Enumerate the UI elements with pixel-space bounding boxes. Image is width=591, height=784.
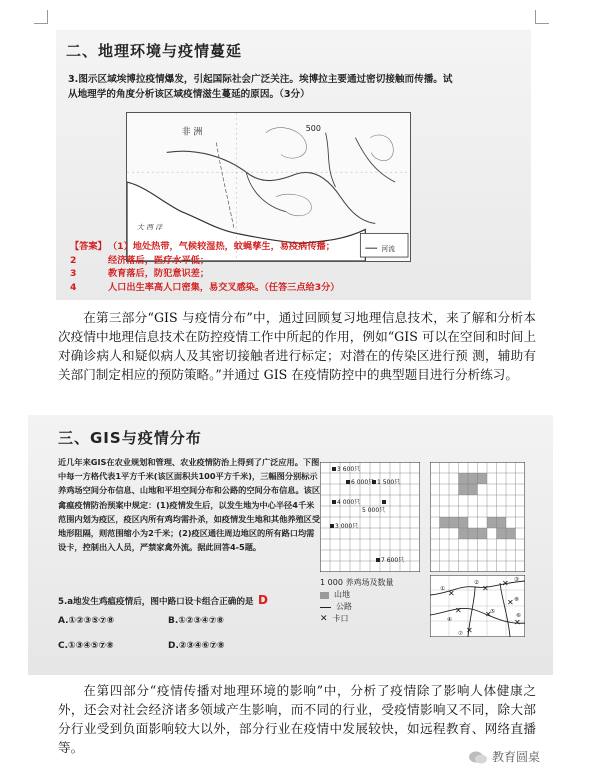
svg-text:✕: ✕ [482,584,489,593]
road-network-grid [430,575,525,637]
watermark-text: 教育圆桌 [492,750,541,764]
slide-geo-environment [56,30,531,300]
legend-road-label: 公路 [336,602,352,611]
mountain-swatch [320,592,329,599]
checkpoint-label: ⑧ [514,597,519,603]
svg-text:✕: ✕ [485,610,492,619]
question-text: 5.a地发生鸡瘟疫情后，图中路口设卡组合正确的是 [58,597,254,607]
option-d: D.②③④⑥⑦⑧ [168,641,225,651]
option-a: A.①②③⑤⑦⑧ [58,616,115,626]
map-label-continent: 非 洲 [181,127,203,138]
map-legend [320,577,393,625]
farm-distribution-grid [320,462,420,572]
terrain-grid [430,462,525,572]
body-paragraph-gis: 在第三部分“GIS 与疫情分布”中，通过回顾复习地理信息技术，来了解和分析本次疫情中地理信息技术在防控疫情工作中所起的作用，例如“GIS 可以在空间和时间上对确诊病人和疑似病人及其密切接触者进行标定；对潜在的传染区进行预 测，辅助有关部门制定相应的预防策略。”并通过 GIS 在疫情防控中的典型题目进行分析练习。 [58,310,536,382]
page-corner-mark-right [535,10,549,24]
farm-label: 5 000只 [362,507,386,514]
map-label-ocean: 大 西 洋 [136,223,163,232]
farm-label: 7 600只 [381,557,405,564]
watermark [468,748,540,765]
answer-row: 3 教育落后，防犯意识差； [70,268,210,279]
farm-label: 4 000只 [337,499,361,506]
slide-intro-text: 近几年来GIS在农业规划和管理、农业疫情防治上得到了广泛应用。下图中每一方格代表1平方千米(该区面积共100平方千米)，三幅图分别标示养鸡场空间分布信息、山地和平坦空间分布和公路的空间分布信息。该区禽瘟疫情防治预案中规定：(1)疫情发生后，以发生地为中心半径4千米范围内划为疫区，疫区内所有鸡均需扑杀，如疫情发生地和其他养殖区受地形阻隔，则范围缩小为2千米；(2)疫区通往周边地区的所有路口均需设卡，控制出入人员，严禁家禽外流。据此回答4-5题。 [58,457,321,553]
checkpoint-label: ⑦ [458,631,463,637]
farm-label: 3 600只 [337,466,361,473]
checkpoint-label: ⑥ [516,613,521,619]
checkpoint-label: ② [474,580,479,586]
checkpoint-icon: ✕ [320,614,328,624]
answer-mark: D [258,593,268,607]
checkpoint-label: ① [440,586,445,592]
svg-text:✕: ✕ [507,598,514,607]
farm-label: 1 500只 [377,479,401,486]
body-paragraph-impact: 在第四部分“疫情传播对地理环境的影响”中，分析了疫情除了影响人体健康之外，还会对社会经济诸多领域产生影响，而不同的行业，受疫情影响又不同，除大部分行业受到负面影响较大以外，部分行业在疫情中发展较快，如远程教育、网络直播等。 [58,683,536,755]
svg-text:✕: ✕ [448,589,455,598]
checkpoint-label: ③ [514,577,519,583]
map-drawing [127,113,410,261]
svg-text:✕: ✕ [455,606,462,615]
legend-checkpoint-label: 卡口 [332,614,349,623]
map-label-contour: 500 [305,123,321,133]
question-text: 3.图示区域埃博拉疫情爆发，引起国际社会广泛关注。埃博拉主要通过密切接触而传播。试 从地理学的角度分析该区域疫情滋生蔓延的原因。（3分） [68,74,453,100]
checkpoint-label: ④ [447,617,452,623]
slide-gis-distribution [28,415,553,675]
wechat-logo-icon [468,750,488,764]
legend-mountain-label: 山地 [334,590,350,599]
legend-farm-label: 1 000 养鸡场及数量 [320,578,394,587]
answer-block [70,240,339,294]
option-b: B.①②③④⑦⑧ [168,616,224,626]
answer-row: 2 经济落后，医疗水平低； [70,254,210,266]
svg-text:✕: ✕ [466,626,473,635]
answer-row: 【答案】 （1）地处热带，气候较湿热，蚊蝇孳生，易疫病传播； [70,241,335,252]
map-label-legend: 河流 [381,245,396,254]
page-corner-mark-left [34,10,48,24]
slide-title: 二、地理环境与疫情蔓延 [66,42,243,60]
answer-row: 4 人口出生率高人口密集，易交叉感染。（任答三点给3分） [70,281,340,293]
checkpoint-label: ⑤ [490,609,495,615]
option-c: C.①③④⑤⑦⑧ [58,641,114,651]
road-line-sample [320,607,331,608]
slide-title: 三、GIS与疫情分布 [58,429,202,447]
farm-label: 6 000只 [351,479,375,486]
svg-text:✕: ✕ [502,579,509,588]
farm-label: 3 000只 [335,523,359,530]
svg-text:✕: ✕ [514,618,521,627]
